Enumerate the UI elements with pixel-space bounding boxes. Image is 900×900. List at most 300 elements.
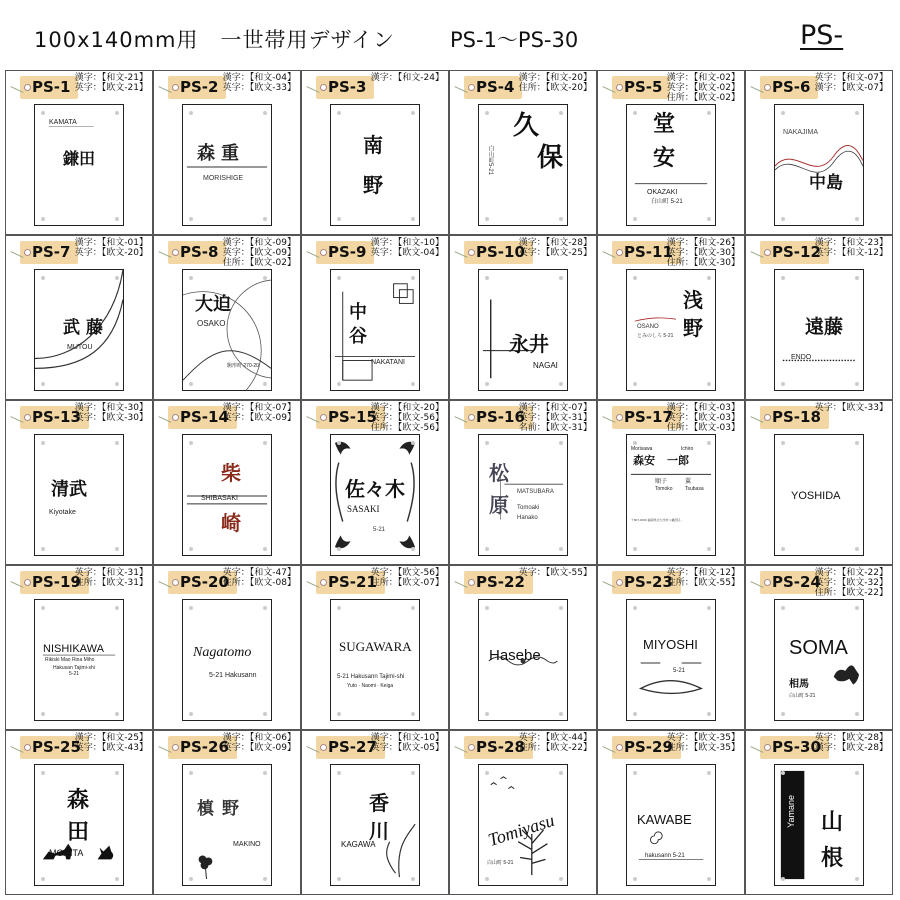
mounting-hole [633, 771, 637, 775]
font-spec-line: 英字：【欧文-30】 [74, 413, 148, 423]
font-spec [667, 73, 740, 103]
plate-text: 5-21 Hakusann [209, 672, 257, 679]
mounting-hole [781, 276, 785, 280]
mounting-hole [485, 111, 489, 115]
font-spec-line: 英字：【欧文-05】 [370, 743, 444, 753]
mounting-hole [559, 276, 563, 280]
plate-text: 森重 [197, 143, 245, 164]
font-spec-line: 住所：【欧文-56】 [370, 423, 444, 433]
font-spec-line: 英字：【和文-12】 [814, 248, 888, 258]
plate-decoration [775, 105, 863, 225]
mounting-hole [485, 382, 489, 386]
design-card-30 [745, 730, 893, 895]
nameplate-preview [34, 269, 124, 391]
font-spec-line: 英字：【欧文-31】 [518, 413, 592, 423]
mounting-hole [263, 771, 267, 775]
mounting-hole [411, 111, 415, 115]
plate-text: 〒807-0009 福岡県北九州市八幡西区... [631, 518, 684, 522]
mounting-hole [781, 217, 785, 221]
nameplate-preview [774, 269, 864, 391]
nameplate-preview [774, 599, 864, 721]
mounting-hole [263, 217, 267, 221]
nameplate-preview [626, 104, 716, 226]
plate-decoration [183, 765, 271, 885]
nameplate-preview [330, 764, 420, 886]
design-card-26 [153, 730, 301, 895]
design-card-1 [5, 70, 153, 235]
font-spec [223, 238, 296, 268]
nameplate-preview [478, 104, 568, 226]
font-spec [223, 403, 296, 423]
mounting-hole [707, 771, 711, 775]
design-card-29 [597, 730, 745, 895]
font-spec-line: 漢字：【欧文-07】 [814, 83, 888, 93]
font-spec-line: 漢字：【和文-25】 [74, 733, 148, 743]
design-id-tag: PS-25 [20, 736, 89, 759]
mounting-hole [337, 606, 341, 610]
design-card-24 [745, 565, 893, 730]
plate-text: Tomiyasu [485, 809, 557, 851]
plate-text: 遠藤 [805, 316, 844, 338]
plate-text: OKAZAKI [647, 189, 678, 196]
page-title: 100x140mm用 一世帯用デザイン [34, 28, 396, 52]
plate-text: Tomoaki [517, 505, 540, 511]
plate-text: MAKINO [233, 841, 261, 848]
design-id-tag: PS-6 [760, 76, 818, 99]
nameplate-preview [478, 599, 568, 721]
design-grid [5, 70, 895, 895]
font-spec [75, 733, 148, 753]
font-spec-line: 住所：【欧文-03】 [666, 423, 740, 433]
mounting-hole [855, 441, 859, 445]
font-spec-line: 漢字：【和文-26】 [666, 238, 740, 248]
plate-text: 浅 [683, 288, 703, 312]
plate-text: OSAKO [197, 319, 226, 328]
nameplate-preview [626, 269, 716, 391]
font-spec-line: 英字：【欧文-09】 [222, 413, 296, 423]
mounting-hole [559, 771, 563, 775]
nameplate-preview [182, 599, 272, 721]
mounting-hole [411, 547, 415, 551]
design-id-tag: PS-14 [168, 406, 237, 429]
mounting-hole [189, 877, 193, 881]
design-id-tag: PS-15 [316, 406, 385, 429]
plate-text: 南 [363, 133, 383, 157]
plate-text: 白山町5-21 [487, 145, 493, 176]
mounting-hole [781, 877, 785, 881]
mounting-hole [115, 712, 119, 716]
nameplate-preview [330, 104, 420, 226]
font-spec-line: 住所：【欧文-07】 [370, 578, 444, 588]
mounting-hole [411, 441, 415, 445]
font-spec [371, 568, 444, 588]
plate-text: 一郎 [667, 454, 689, 467]
font-spec [815, 73, 888, 93]
font-spec-line: 漢字：【和文-21】 [74, 73, 148, 83]
design-id-tag: PS-17 [612, 406, 681, 429]
mounting-hole [263, 111, 267, 115]
plate-text: 5-21 Hakusann Tajimi-shi [337, 674, 405, 680]
font-spec-line: 漢字：【和文-07】 [518, 403, 592, 413]
font-spec-line: 住所：【欧文-02】 [666, 93, 740, 103]
plate-text: NAKATANI [371, 359, 405, 366]
design-id-tag: PS-19 [20, 571, 89, 594]
mounting-hole [855, 217, 859, 221]
plate-text: SASAKI [347, 504, 380, 514]
font-spec-line: 漢字：【和文-20】 [518, 73, 592, 83]
mounting-hole [485, 217, 489, 221]
design-card-14 [153, 400, 301, 565]
mounting-hole [189, 276, 193, 280]
font-spec-line: 英字：【欧文-55】 [518, 568, 592, 578]
nameplate-preview [330, 434, 420, 556]
font-spec-line: 漢字：【和文-22】 [814, 568, 888, 578]
design-card-9 [301, 235, 449, 400]
font-spec [667, 733, 740, 753]
mounting-hole [633, 441, 637, 445]
mounting-hole [559, 712, 563, 716]
plate-text: 森安 [633, 454, 655, 467]
plate-text: Hasebe [489, 647, 541, 664]
mounting-hole [115, 606, 119, 610]
plate-text: 谷 [349, 326, 367, 347]
series-code: PS- [800, 20, 844, 51]
plate-text: 柴 [221, 461, 241, 485]
font-spec-line: 英字：【欧文-28】 [814, 733, 888, 743]
mounting-hole [781, 771, 785, 775]
font-spec-line: 英字：【欧文-21】 [74, 83, 148, 93]
design-id-tag: PS-27 [316, 736, 385, 759]
plate-text: KAGAWA [341, 840, 376, 849]
design-card-25 [5, 730, 153, 895]
plate-text: 相馬 [789, 679, 809, 690]
plate-decoration [775, 600, 863, 720]
plate-text: Tsubasa [685, 486, 704, 492]
plate-text: KAWABE [637, 812, 692, 827]
mounting-hole [115, 217, 119, 221]
product-range: PS-1～PS-30 [450, 28, 579, 52]
plate-text: 根 [821, 845, 844, 871]
font-spec [519, 568, 592, 578]
plate-text: 田 [67, 819, 90, 845]
font-spec-line: 英字：【欧文-09】 [222, 743, 296, 753]
plate-text: 順子 [655, 479, 668, 485]
design-card-17 [597, 400, 745, 565]
mounting-hole [707, 606, 711, 610]
design-id-tag: PS-12 [760, 241, 829, 264]
mounting-hole [781, 606, 785, 610]
design-card-11 [597, 235, 745, 400]
mounting-hole [115, 547, 119, 551]
mounting-hole [41, 276, 45, 280]
mounting-hole [41, 606, 45, 610]
plate-text: 白山町 5-21 [651, 199, 683, 205]
font-spec [371, 403, 444, 433]
font-spec-line: 住所：【欧文-08】 [222, 578, 296, 588]
mounting-hole [633, 111, 637, 115]
mounting-hole [707, 877, 711, 881]
plate-text: MORITA [49, 848, 84, 858]
mounting-hole [559, 382, 563, 386]
plate-text: SHIBASAKI [201, 495, 238, 502]
mounting-hole [189, 217, 193, 221]
font-spec-line: 住所：【欧文-35】 [666, 743, 740, 753]
plate-text: 崎 [221, 511, 241, 535]
mounting-hole [633, 606, 637, 610]
font-spec [667, 403, 740, 433]
font-spec-line: 英字：【欧文-20】 [74, 248, 148, 258]
nameplate-preview [478, 764, 568, 886]
mounting-hole [559, 441, 563, 445]
mounting-hole [781, 111, 785, 115]
font-spec [519, 238, 592, 258]
plate-text: Ichiro [681, 446, 694, 452]
plate-text: 大迫 [195, 294, 231, 315]
plate-text: MUTOU [67, 344, 93, 351]
nameplate-preview [478, 269, 568, 391]
mounting-hole [633, 712, 637, 716]
plate-text: 中島 [809, 173, 843, 193]
nameplate-preview [774, 104, 864, 226]
mounting-hole [263, 276, 267, 280]
mounting-hole [485, 276, 489, 280]
mounting-hole [411, 382, 415, 386]
plate-text: 川 [369, 819, 389, 843]
mounting-hole [263, 877, 267, 881]
font-spec-line: 英字：【欧文-32】 [814, 578, 888, 588]
design-card-19 [5, 565, 153, 730]
plate-text: 翼 [685, 479, 692, 485]
mounting-hole [855, 877, 859, 881]
design-id-tag: PS-22 [464, 571, 533, 594]
plate-text: 中 [349, 302, 367, 323]
design-id-tag: PS-10 [464, 241, 533, 264]
font-spec [75, 238, 148, 258]
font-spec-line: 英字：【欧文-33】 [222, 83, 296, 93]
mounting-hole [41, 712, 45, 716]
plate-text: 保 [537, 143, 564, 173]
plate-text: 武藤 [63, 318, 109, 338]
font-spec-line: 英字：【欧文-04】 [370, 248, 444, 258]
plate-decoration [627, 435, 715, 555]
plate-text: 安 [653, 145, 676, 171]
font-spec-line: 英字：【欧文-02】 [666, 83, 740, 93]
font-spec [519, 733, 592, 753]
nameplate-preview [182, 269, 272, 391]
plate-text: YOSHIDA [791, 490, 841, 502]
design-card-10 [449, 235, 597, 400]
mounting-hole [485, 877, 489, 881]
design-id-tag: PS-1 [20, 76, 78, 99]
font-spec-line: 英字：【欧文-43】 [74, 743, 148, 753]
font-spec [815, 733, 888, 753]
font-spec [223, 568, 296, 588]
design-card-15 [301, 400, 449, 565]
plate-text: SOMA [789, 637, 848, 659]
plate-text: 5-21 [673, 668, 686, 674]
font-spec [815, 568, 888, 598]
design-id-tag: PS-11 [612, 241, 681, 264]
design-id-tag: PS-4 [464, 76, 522, 99]
mounting-hole [855, 712, 859, 716]
font-spec-line: 英字：【欧文-56】 [370, 568, 444, 578]
mounting-hole [115, 877, 119, 881]
plate-text: 鎌田 [63, 149, 96, 168]
design-id-tag: PS-28 [464, 736, 533, 759]
font-spec-line: 漢字：【和文-30】 [74, 403, 148, 413]
plate-text: 原 [489, 493, 509, 517]
mounting-hole [633, 547, 637, 551]
design-card-3 [301, 70, 449, 235]
mounting-hole [411, 712, 415, 716]
plate-decoration [183, 105, 271, 225]
plate-text: 5-21 [373, 527, 386, 533]
mounting-hole [411, 276, 415, 280]
plate-text: Nagatomo [193, 645, 252, 660]
mounting-hole [189, 547, 193, 551]
plate-text: 永井 [509, 332, 549, 356]
design-id-tag: PS-23 [612, 571, 681, 594]
nameplate-preview [774, 434, 864, 556]
mounting-hole [485, 547, 489, 551]
nameplate-preview [330, 599, 420, 721]
font-spec-line: 住所：【欧文-20】 [518, 83, 592, 93]
font-spec [371, 733, 444, 753]
font-spec [223, 73, 296, 93]
design-id-tag: PS-9 [316, 241, 374, 264]
mounting-hole [41, 771, 45, 775]
plate-text: Tomoko [655, 486, 673, 492]
mounting-hole [115, 441, 119, 445]
mounting-hole [855, 606, 859, 610]
font-spec-line: 住所：【欧文-02】 [222, 258, 296, 268]
plate-text: 清武 [51, 479, 87, 500]
mounting-hole [263, 441, 267, 445]
font-spec-line: 漢字：【和文-01】 [74, 238, 148, 248]
nameplate-preview [626, 599, 716, 721]
font-spec [815, 403, 888, 413]
mounting-hole [337, 217, 341, 221]
mounting-hole [707, 276, 711, 280]
plate-text: とみのしろ 5-21 [637, 333, 674, 339]
plate-text: NAGAI [533, 361, 558, 370]
mounting-hole [337, 877, 341, 881]
font-spec-line: 漢字：【和文-02】 [666, 73, 740, 83]
font-spec-line: 漢字：【和文-20】 [370, 403, 444, 413]
mounting-hole [855, 382, 859, 386]
font-spec-line: 英字：【和文-47】 [222, 568, 296, 578]
plate-text: Hakusan Tajimi-shi [53, 665, 95, 671]
design-id-tag: PS-3 [316, 76, 374, 99]
design-card-8 [153, 235, 301, 400]
mounting-hole [263, 712, 267, 716]
mounting-hole [189, 771, 193, 775]
font-spec-line: 英字：【欧文-03】 [666, 413, 740, 423]
font-spec-line: 漢字：【和文-28】 [518, 238, 592, 248]
plate-text: Rikiski Mao Rina Miho [45, 657, 95, 663]
nameplate-preview [478, 434, 568, 556]
font-spec-line: 英字：【和文-12】 [666, 568, 740, 578]
font-spec [371, 238, 444, 258]
mounting-hole [189, 111, 193, 115]
design-card-18 [745, 400, 893, 565]
mounting-hole [707, 712, 711, 716]
plate-text: 白山町 5-21 [789, 693, 816, 699]
design-id-tag: PS-18 [760, 406, 829, 429]
font-spec [371, 73, 444, 83]
mounting-hole [559, 217, 563, 221]
font-spec-line: 漢字：【和文-09】 [222, 238, 296, 248]
plate-text: OSANO [637, 324, 659, 330]
plate-text: Yuto · Naomi · Keiga [347, 683, 394, 689]
mounting-hole [41, 877, 45, 881]
design-card-20 [153, 565, 301, 730]
font-spec-line: 漢字：【和文-10】 [370, 733, 444, 743]
mounting-hole [337, 111, 341, 115]
design-id-tag: PS-16 [464, 406, 533, 429]
design-id-tag: PS-24 [760, 571, 829, 594]
mounting-hole [189, 606, 193, 610]
mounting-hole [855, 771, 859, 775]
plate-decoration [183, 270, 271, 390]
plate-decoration [331, 270, 419, 390]
design-card-21 [301, 565, 449, 730]
plate-text: 山 [821, 809, 844, 835]
font-spec [75, 73, 148, 93]
font-spec-line: 英字：【欧文-30】 [666, 248, 740, 258]
font-spec [519, 403, 592, 433]
design-card-22 [449, 565, 597, 730]
nameplate-preview [626, 434, 716, 556]
font-spec-line: 漢字：【和文-04】 [222, 73, 296, 83]
mounting-hole [781, 547, 785, 551]
design-card-2 [153, 70, 301, 235]
mounting-hole [337, 276, 341, 280]
plate-text: 駒形町 270-20 [227, 363, 259, 369]
design-card-27 [301, 730, 449, 895]
design-card-16 [449, 400, 597, 565]
plate-text: hakusann 5-21 [645, 853, 685, 859]
mounting-hole [707, 441, 711, 445]
plate-text: 野 [363, 173, 383, 197]
design-id-tag: PS-20 [168, 571, 237, 594]
mounting-hole [633, 217, 637, 221]
design-card-28 [449, 730, 597, 895]
mounting-hole [41, 382, 45, 386]
font-spec-line: 英字：【欧文-35】 [666, 733, 740, 743]
mounting-hole [707, 547, 711, 551]
mounting-hole [263, 382, 267, 386]
plate-decoration [627, 600, 715, 720]
mounting-hole [337, 382, 341, 386]
design-card-23 [597, 565, 745, 730]
mounting-hole [485, 441, 489, 445]
mounting-hole [41, 547, 45, 551]
mounting-hole [781, 712, 785, 716]
plate-text: 松 [489, 461, 509, 485]
mounting-hole [485, 606, 489, 610]
design-id-tag: PS-2 [168, 76, 226, 99]
nameplate-preview [34, 434, 124, 556]
mounting-hole [115, 771, 119, 775]
mounting-hole [781, 441, 785, 445]
mounting-hole [411, 606, 415, 610]
font-spec [667, 238, 740, 268]
font-spec-line: 英字：【和文-07】 [814, 73, 888, 83]
mounting-hole [411, 771, 415, 775]
font-spec-line: 漢字：【和文-06】 [222, 733, 296, 743]
font-spec-line: 漢字：【和文-03】 [666, 403, 740, 413]
